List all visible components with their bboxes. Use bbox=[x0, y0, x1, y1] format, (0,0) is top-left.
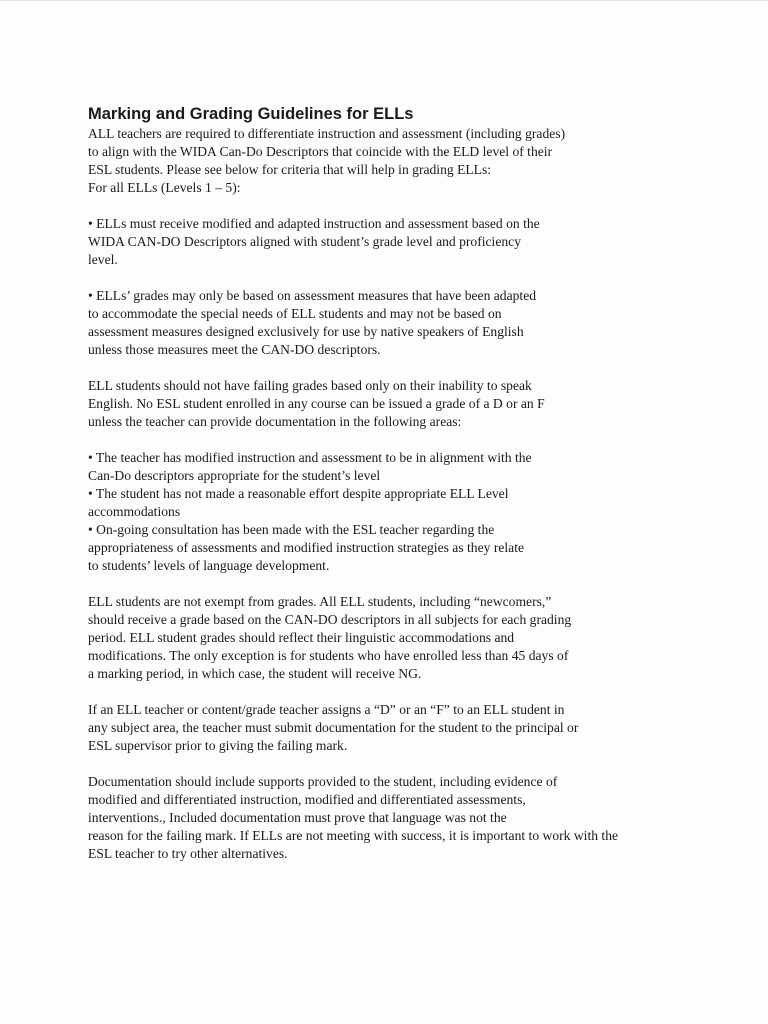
text-line: modified and differentiated instruction, modified and differentiated assessments, bbox=[88, 792, 526, 807]
text-line: should receive a grade based on the CAN-DO descriptors in all subjects for each grading bbox=[88, 612, 572, 627]
text-line: a marking period, in which case, the student will receive NG. bbox=[88, 666, 422, 681]
document-body bbox=[88, 103, 688, 881]
text-line: ALL teachers are required to differentiate instruction and assessment (including grades) bbox=[88, 126, 566, 141]
text-line: ESL teacher to try other alternatives. bbox=[88, 846, 288, 861]
text-line: ELL students are not exempt from grades. All ELL students, including “newcomers,” bbox=[88, 594, 552, 609]
text-line: level. bbox=[88, 252, 118, 267]
text-line: reason for the failing mark. If ELLs are not meeting with success, it is important to work with the bbox=[88, 828, 619, 843]
paragraph bbox=[88, 215, 688, 269]
text-line: ESL supervisor prior to giving the failing mark. bbox=[88, 738, 348, 753]
text-line: appropriateness of assessments and modified instruction strategies as they relate bbox=[88, 540, 525, 555]
paragraph bbox=[88, 773, 688, 863]
text-line: to align with the WIDA Can-Do Descriptors that coincide with the ELD level of their bbox=[88, 144, 553, 159]
paragraph bbox=[88, 449, 688, 575]
document-title: Marking and Grading Guidelines for ELLs bbox=[88, 105, 414, 123]
text-line: • On-going consultation has been made with the ESL teacher regarding the bbox=[88, 522, 495, 537]
text-line: accommodations bbox=[88, 504, 181, 519]
text-line: If an ELL teacher or content/grade teacher assigns a “D” or an “F” to an ELL student in bbox=[88, 702, 565, 717]
text-line: unless those measures meet the CAN-DO descriptors. bbox=[88, 342, 381, 357]
paragraph bbox=[88, 377, 688, 431]
paragraph bbox=[88, 287, 688, 359]
text-line: any subject area, the teacher must submit documentation for the student to the principal or bbox=[88, 720, 579, 735]
paragraph bbox=[88, 125, 688, 197]
text-line: WIDA CAN-DO Descriptors aligned with student’s grade level and proficiency bbox=[88, 234, 521, 249]
text-line: For all ELLs (Levels 1 – 5): bbox=[88, 180, 241, 195]
text-line: to accommodate the special needs of ELL students and may not be based on bbox=[88, 306, 502, 321]
text-line: • The student has not made a reasonable effort despite appropriate ELL Level bbox=[88, 486, 509, 501]
paragraph bbox=[88, 593, 688, 683]
text-line: assessment measures designed exclusively for use by native speakers of English bbox=[88, 324, 524, 339]
text-line: modifications. The only exception is for students who have enrolled less than 45 days of bbox=[88, 648, 569, 663]
paragraph-container bbox=[88, 125, 688, 863]
text-line: • ELLs’ grades may only be based on assessment measures that have been adapted bbox=[88, 288, 537, 303]
text-line: unless the teacher can provide documentation in the following areas: bbox=[88, 414, 462, 429]
text-line: Documentation should include supports provided to the student, including evidence of bbox=[88, 774, 558, 789]
text-line: • ELLs must receive modified and adapted instruction and assessment based on the bbox=[88, 216, 540, 231]
text-line: ELL students should not have failing grades based only on their inability to speak bbox=[88, 378, 532, 393]
text-line: period. ELL student grades should reflect their linguistic accommodations and bbox=[88, 630, 515, 645]
text-line: ESL students. Please see below for criteria that will help in grading ELLs: bbox=[88, 162, 492, 177]
text-line: Can-Do descriptors appropriate for the student’s level bbox=[88, 468, 381, 483]
text-line: English. No ESL student enrolled in any course can be issued a grade of a D or an F bbox=[88, 396, 545, 411]
text-line: to students’ levels of language development. bbox=[88, 558, 330, 573]
text-line: interventions., Included documentation must prove that language was not the bbox=[88, 810, 507, 825]
paragraph bbox=[88, 701, 688, 755]
text-line: • The teacher has modified instruction and assessment to be in alignment with the bbox=[88, 450, 532, 465]
